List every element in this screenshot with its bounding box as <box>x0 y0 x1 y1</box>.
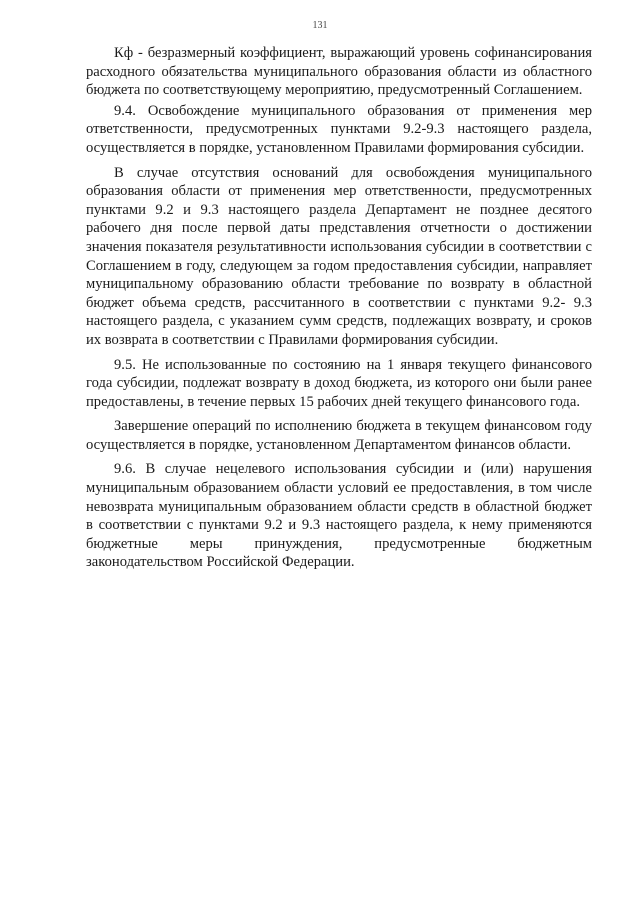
page-number: 131 <box>312 20 328 31</box>
paragraph-no-grounds: В случае отсутствия оснований для освобождения муниципального образования области от применения мер ответственности, предусмотренных пунктами 9.2 и 9.3 настоящего раздела Департамент не позднее десятого рабочего дня после первой даты представления отчетности о достижении значения показателя результативности использования субсидии в соответствии с Соглашением в году, следующем за годом предоставления субсидии, направляет муниципальному образованию области требование по возврату в областной бюджет объема средств, рассчитанного в соответствии с пунктами 9.2- 9.3 настоящего раздела, с указанием сумм средств, подлежащих возврату, и сроков их возврата в соответствии с Правилами формирования субсидии. <box>86 164 592 348</box>
paragraph-9-4: 9.4. Освобождение муниципального образования от применения мер ответственности, предусмотренных пунктами 9.2-9.3 настоящего раздела, осуществляется в порядке, установленном Правилами формирования субсидии. <box>86 102 592 156</box>
paragraph-kf-definition: Кф - безразмерный коэффициент, выражающий уровень софинансирования расходного обязательства муниципального образования области из областного бюджета по соответствующему мероприятию, предусмотренный Соглашением. <box>86 45 592 99</box>
paragraph-9-6: 9.6. В случае нецелевого использования субсидии и (или) нарушения муниципальным образованием области условий ее предоставления, в том числе невозврата муниципальным образованием области средств в областной бюджет в соответствии с пунктами 9.2 и 9.3 настоящего раздела, к нему применяются бюджетные меры принуждения, предусмотренные бюджетным законодательством Российской Федерации. <box>86 461 592 571</box>
paragraph-9-5: 9.5. Не использованные по состоянию на 1 января текущего финансового года субсидии, подлежат возврату в доход бюджета, из которого они были ранее предоставлены, в течение первых 15 рабочих дней текущего финансового года. <box>86 356 592 410</box>
document-body <box>86 44 592 576</box>
paragraph-completion: Завершение операций по исполнению бюджета в текущем финансовом году осуществляется в порядке, установленном Департаментом финансов области. <box>86 418 592 453</box>
